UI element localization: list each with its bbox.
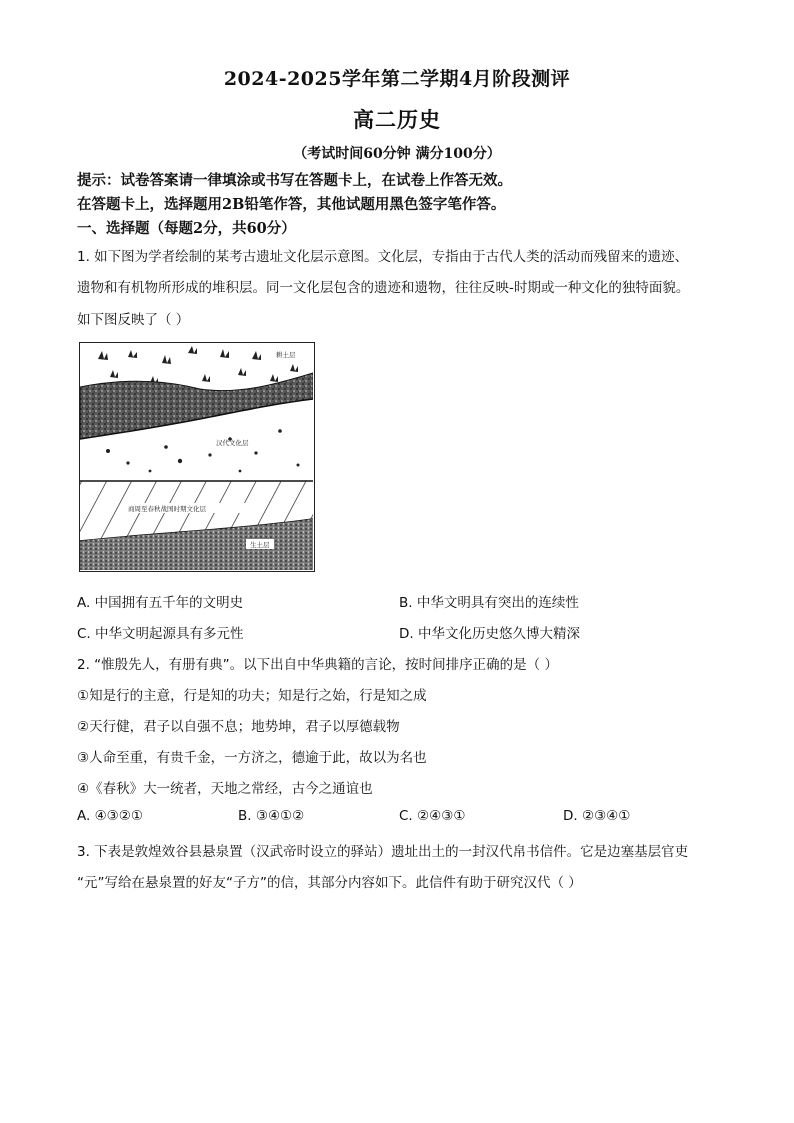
figure-label-raw-soil: 生土层 (250, 541, 270, 549)
q1-stem-line-1: 1. 如下图为学者绘制的某考古遗址文化层示意图。文化层，专指由于古代人类的活动而残留来的遗迹、 (77, 249, 689, 265)
q1-option-c: C. 中华文明起源具有多元性 (77, 626, 244, 642)
exam-title: 2024-2025学年第二学期4月阶段测评 (223, 68, 571, 90)
dark-band (80, 373, 313, 439)
figure-label-topsoil: 耕土层 (276, 351, 296, 359)
q2-stem-line-1: 2. “惟殷先人，有册有典”。以下出自中华典籍的言论，按时间排序正确的是（ ） (77, 657, 558, 673)
q2-option-d: D. ②③④① (563, 808, 631, 824)
notice-line-2: 在答题卡上，选择题用2B铅笔作答，其他试题用黑色签字笔作答。 (77, 196, 506, 213)
q2-option-a: A. ④③②① (77, 808, 143, 824)
q2-statement-1: ①知是行的主意，行是知的功夫；知是行之始，行是知之成 (77, 688, 427, 704)
section-heading: 一、选择题（每题2分，共60分） (77, 220, 296, 237)
q3-stem-line-2: “元”写给在悬泉置的好友“子方”的信，其部分内容如下。此信件有助于研究汉代（ ） (77, 875, 582, 891)
q3-stem-line-1: 3. 下表是敦煌效谷县悬泉置（汉武帝时设立的驿站）遗址出土的一封汉代帛书信件。它是边塞基层官吏 (77, 844, 689, 860)
exam-info: （考试时间60分钟 满分100分） (293, 146, 501, 162)
q1-option-d: D. 中华文化历史悠久博大精深 (399, 626, 580, 642)
q2-statement-2: ②天行健，君子以自强不息；地势坤，君子以厚德载物 (77, 719, 400, 735)
notice-line-1: 提示：试卷答案请一律填涂或书写在答题卡上，在试卷上作答无效。 (77, 172, 512, 189)
q2-option-c: C. ②④③① (399, 808, 466, 824)
q2-statement-3: ③人命至重，有贵千金，一方济之，德逾于此，故以为名也 (77, 750, 427, 766)
han-layer (106, 429, 300, 472)
topsoil-layer (98, 346, 298, 384)
q2-statement-4: ④《春秋》大一统者，天地之常经，古今之通谊也 (77, 781, 373, 797)
q1-stem-line-3: 如下图反映了（ ） (77, 312, 190, 328)
cultural-layer-diagram (79, 342, 315, 572)
subject-title: 高二历史 (353, 107, 441, 132)
q1-option-a: A. 中国拥有五千年的文明史 (77, 595, 244, 611)
q2-option-b: B. ③④①② (238, 808, 305, 824)
q1-option-b: B. 中华文明具有突出的连续性 (399, 595, 579, 611)
figure-label-han: 汉代文化层 (216, 439, 249, 447)
q1-stem-line-2: 遗物和有机物所形成的堆积层。同一文化层包含的遗迹和遗物，往往反映-时期或一种文化的独特面貌。 (77, 280, 690, 296)
figure-label-shang-zhou: 商周至春秋战国时期文化层 (128, 505, 206, 513)
